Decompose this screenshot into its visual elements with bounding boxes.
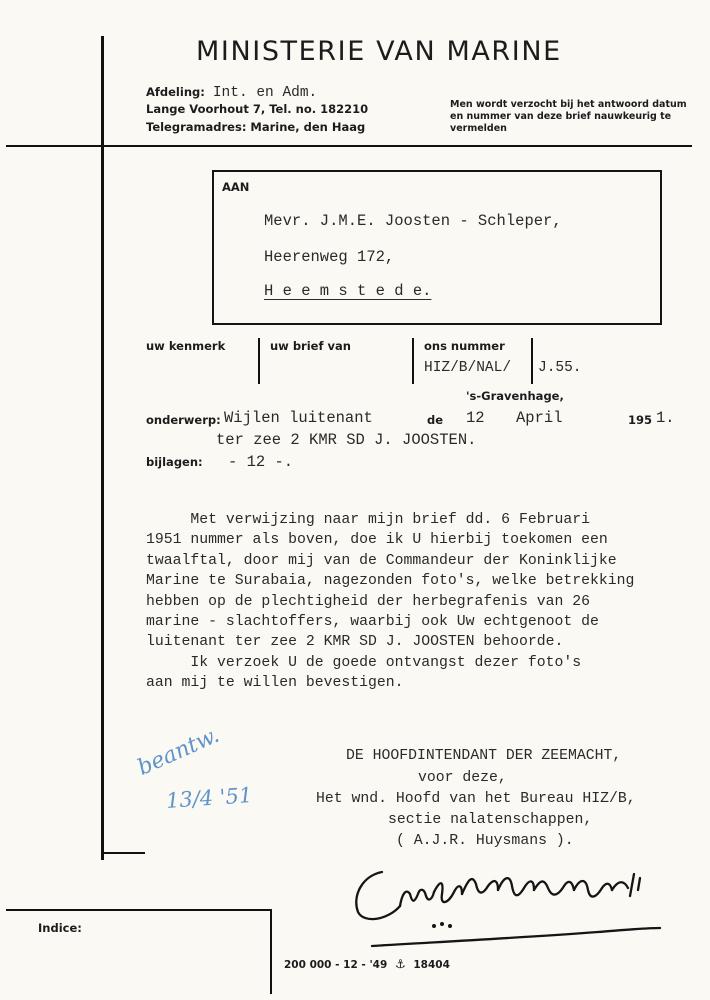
body-line: hebben op de plechtigheid der herbegrafenis van 26 bbox=[146, 593, 590, 610]
ministry-title: MINISTERIE VAN MARINE bbox=[196, 36, 562, 67]
signature-bureau: Het wnd. Hoofd van het Bureau HIZ/B, bbox=[316, 791, 636, 807]
date-year-suffix: 1. bbox=[656, 409, 675, 427]
recipient-street: Heerenweg 172, bbox=[264, 248, 395, 266]
body-line: marine - slachtoffers, waarbij ook Uw echtgenoot de bbox=[146, 614, 599, 631]
handwritten-note-line1: beantw. bbox=[134, 722, 224, 781]
attachments-label: bijlagen: bbox=[146, 455, 203, 469]
date-day: 12 bbox=[466, 409, 485, 427]
horizontal-rule-header bbox=[6, 145, 692, 147]
subject-label: onderwerp: bbox=[146, 413, 221, 427]
horizontal-rule-stub bbox=[101, 852, 145, 854]
print-code bbox=[284, 957, 450, 971]
letter-body bbox=[146, 510, 706, 694]
signature-section: sectie nalatenschappen, bbox=[388, 812, 593, 828]
indice-label: Indice: bbox=[38, 921, 82, 935]
body-line: Met verwijzing naar mijn brief dd. 6 Februari bbox=[146, 512, 590, 528]
afdeling-label: Afdeling: bbox=[146, 85, 205, 99]
anchor-emblem-icon: ⚓ bbox=[394, 957, 406, 971]
handwritten-note-line2: 13/4 '51 bbox=[165, 783, 254, 813]
horizontal-rule-footer bbox=[6, 909, 272, 911]
vertical-rule-footer bbox=[270, 909, 272, 994]
body-line: luitenant ter zee 2 KMR SD J. JOOSTEN behoorde. bbox=[146, 634, 564, 651]
uw-brief-van-label: uw brief van bbox=[270, 339, 351, 353]
address-line: Lange Voorhout 7, Tel. no. 182210 bbox=[146, 102, 369, 116]
ref-divider-1 bbox=[258, 338, 260, 384]
reply-note: Men wordt verzocht bij het antwoord datum en nummer van deze brief nauwkeurig te vermelden bbox=[450, 99, 687, 134]
ref-divider-2 bbox=[412, 338, 414, 384]
body-line: aan mij te willen bevestigen. bbox=[146, 675, 404, 692]
telegram-line: Telegramadres: Marine, den Haag bbox=[146, 120, 366, 134]
date-place: 's-Gravenhage, bbox=[466, 389, 564, 403]
signature-typed-name: ( A.J.R. Huysmans ). bbox=[396, 833, 574, 849]
attachments-value: - 12 -. bbox=[228, 453, 294, 471]
ons-nummer-suffix: J.55. bbox=[538, 360, 582, 376]
ons-nummer-value: HIZ/B/NAL/ bbox=[424, 360, 512, 376]
body-line: Ik verzoek U de goede ontvangst dezer foto's bbox=[146, 654, 582, 671]
vertical-rule-left bbox=[101, 36, 104, 860]
body-line: 1951 nummer als boven, doe ik U hierbij toekomen een bbox=[146, 532, 608, 549]
subject-line2: ter zee 2 KMR SD J. JOOSTEN. bbox=[216, 431, 477, 449]
body-line: Marine te Surabaia, nagezonden foto's, welke betrekking bbox=[146, 573, 635, 590]
recipient-city: H e e m s t e d e. bbox=[264, 282, 432, 300]
date-month: April bbox=[516, 409, 563, 427]
ref-divider-3 bbox=[531, 338, 533, 384]
recipient-name: Mevr. J.M.E. Joosten - Schleper, bbox=[264, 212, 562, 230]
print-code-right: 18404 bbox=[413, 959, 450, 971]
date-year-prefix: 195 bbox=[628, 413, 653, 427]
print-code-left: 200 000 - 12 - '49 bbox=[284, 959, 388, 971]
afdeling-row bbox=[146, 83, 317, 101]
signature-voor-deze: voor deze, bbox=[418, 770, 507, 786]
subject-line1: Wijlen luitenant bbox=[224, 409, 373, 427]
signature-title: DE HOOFDINTENDANT DER ZEEMACHT, bbox=[346, 748, 622, 764]
uw-kenmerk-label: uw kenmerk bbox=[146, 339, 226, 353]
ons-nummer-label: ons nummer bbox=[424, 339, 505, 353]
handwritten-signature bbox=[348, 850, 668, 960]
afdeling-value: Int. en Adm. bbox=[212, 85, 318, 101]
recipient-label: AAN bbox=[222, 180, 250, 194]
body-line: twaalftal, door mij van de Commandeur der Koninklijke bbox=[146, 552, 617, 569]
date-de-label: de bbox=[427, 413, 444, 427]
